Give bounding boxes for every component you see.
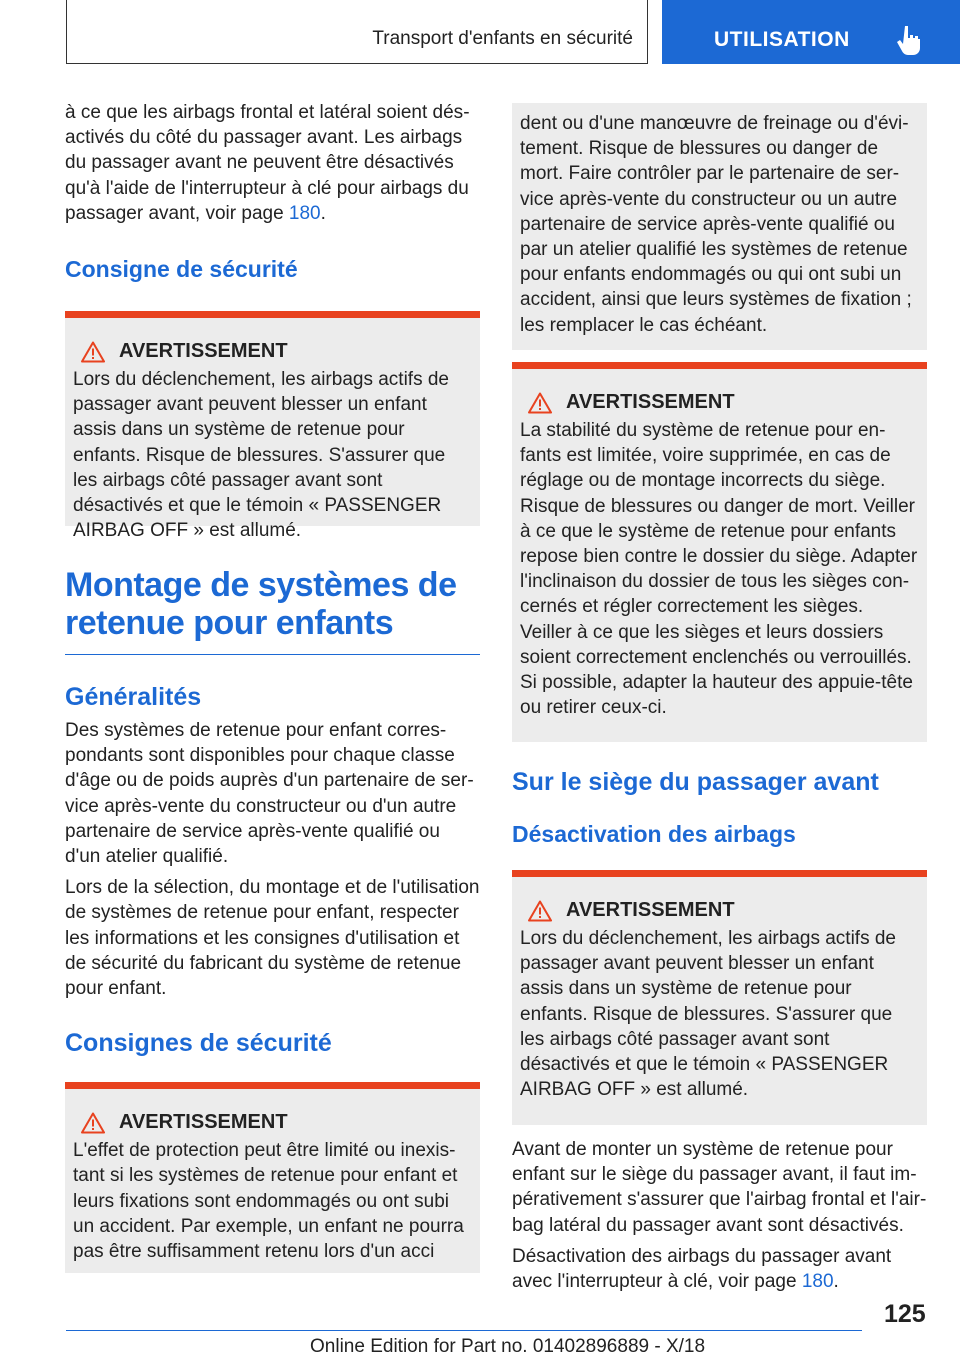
chapter-label: UTILISATION [714,28,850,51]
warning-text: Lors du déclenchement, les airbags actifs de passager avant peuvent blesser un enfant assis dans un système de retenue pour enfants. Risque de blessures. S'assurer que les airbags côté passager avant sont désactivés et que le témoin « PASSENGER AIRBAG OFF » est allumé. [520,928,896,1101]
warning-box [65,1082,480,1273]
section-title: Transport d'enfants en sécurité [372,28,633,49]
warning-triangle-icon [528,900,552,922]
warning-triangle-icon [81,341,105,363]
key-switch-paragraph: Désactivation des airbags du passager avant avec l'interrupteur à clé, voir page 180. [512,1245,892,1293]
warning-text: Lors du déclenchement, les airbags actifs de passager avant peuvent blesser un enfant assis dans un système de retenue pour enfants. Risque de blessures. S'assurer que les airbags côté passager avant sont désactivés et que le témoin « PASSENGER AIRBAG OFF » est allumé. [73,369,449,542]
front-seat-heading: Sur le siège du passager avant [512,768,879,796]
deactivation-heading: Désactivation des airbags [512,821,796,847]
warning-title: AVERTISSEMENT [73,1111,472,1134]
pointing-hand-icon [896,24,922,56]
general-paragraph-1: Des systèmes de retenue pour enfant correspondants sont disponibles pour chaque classe d'âge ou de poids auprès d'un partenaire de service après-vente du constructeur ou d'un autre partenaire de service après-vente qualifié ou d'un atelier qualifié. [65,720,474,868]
page-link[interactable]: 180 [288,202,321,224]
warning-triangle-icon [81,1112,105,1134]
page-number: 125 [884,1300,926,1328]
warning-box [65,311,480,542]
warning-title: AVERTISSEMENT [520,899,919,922]
airbag-check-paragraph: Avant de monter un système de retenue pour enfant sur le siège du passager avant, il faut impérativement s'assurer que l'airbag frontal et l'airbag latéral du passager avant sont désactivés. [512,1139,927,1236]
general-heading: Généralités [65,683,202,712]
warning-box [512,362,927,742]
footer-edition: Online Edition for Part no. 01402896889 - X/18 [310,1336,706,1357]
warning-box-continued [512,103,927,350]
warning-title: AVERTISSEMENT [520,391,919,414]
page-link[interactable]: 180 [801,1271,834,1293]
warning-triangle-icon [528,392,552,414]
right-column [512,103,927,1294]
safety-heading: Consigne de sécurité [65,256,298,283]
intro-paragraph: à ce que les airbags frontal et latéral soient désactivés du côté du passager avant. Les airbags du passager avant ne peuvent être désactivés qu'à l'aide de l'interrupteur à clé pour airbags du passager avant, voir page 180. [65,102,470,224]
warning-text: dent ou d'une manœuvre de freinage ou d'évitement. Risque de blessures ou danger de mort. Faire contrôler par le partenaire de service après-vente du constructeur ou un autre partenaire de service après-vente qualifié ou par un atelier qualifié les systèmes de retenue pour enfants endommagés ou qui ont subi un accident, ainsi que leurs systèmes de fixation ; les remplacer le cas échéant. [520,113,912,336]
warning-title: AVERTISSEMENT [73,340,472,363]
warning-text: La stabilité du système de retenue pour enfants est limitée, voire supprimée, en cas de réglage ou de montage incorrects du siège. Risque de blessures ou danger de mort. Veiller à ce que le système de retenue pour enfants repose bien contre le dossier du siège. Adapter l'inclinaison du dossier de tous les sièges concernés et régler correctement les sièges. Veiller à ce que les sièges et leurs dossiers soient correctement enclenchés ou verrouillés. Si possible, adapter la hauteur des appuie-tête ou retirer ceux-ci. [520,420,918,719]
safety-heading-2: Consignes de sécurité [65,1029,332,1058]
warning-text: L'effet de protection peut être limité ou inexistant si les systèmes de retenue pour enfant et leurs fixations sont endommagés ou ont subi un accident. Par exemple, un enfant ne pourra pas être suffisamment retenu lors d'un acci [73,1140,464,1263]
chapter-tab[interactable] [662,0,960,64]
general-paragraph-2: Lors de la sélection, du montage et de l'utilisation de systèmes de retenue pour enfant, respecter les informations et les consignes d'utilisation et de sécurité du fabricant du système de retenue pour enfant. [65,877,480,1000]
left-column [65,100,480,1273]
main-heading: Montage de systèmes de retenue pour enfants [65,566,457,643]
footer-divider [66,1330,862,1331]
header-section-box [66,0,648,64]
warning-box [512,870,927,1125]
main-heading-block [65,566,480,655]
